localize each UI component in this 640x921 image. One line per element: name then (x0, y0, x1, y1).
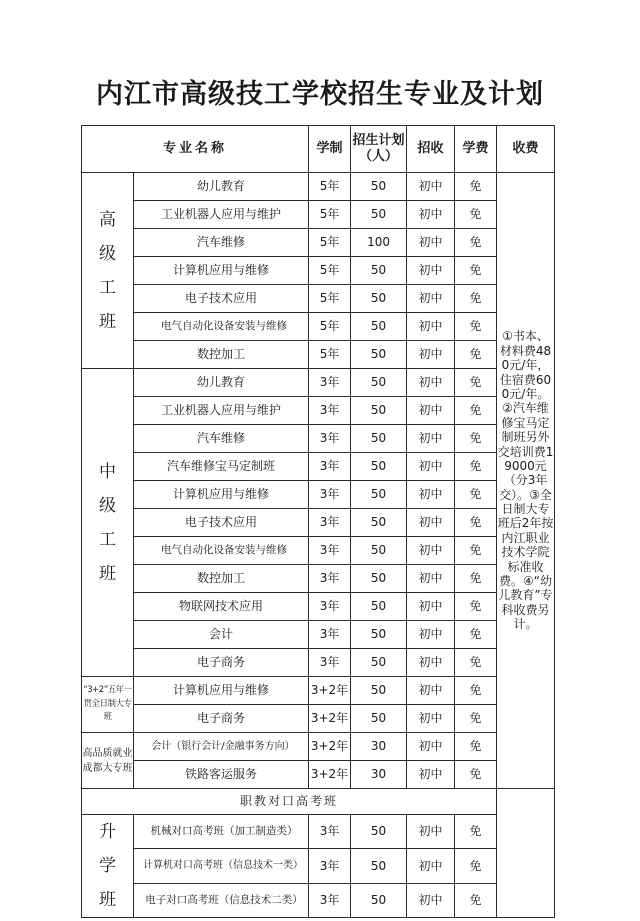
enroll-cell: 初中 (407, 229, 455, 257)
enroll-cell: 初中 (407, 257, 455, 285)
enroll-cell: 初中 (407, 621, 455, 649)
enroll-cell: 初中 (407, 453, 455, 481)
quota-cell: 50 (351, 257, 407, 285)
major-name: 汽车维修 (134, 425, 309, 453)
table-row (82, 733, 555, 761)
major-name: 电气自动化设备安装与维修 (134, 537, 309, 565)
table-row (82, 593, 555, 621)
duration-cell: 3年 (309, 425, 351, 453)
major-name: 工业机器人应用与维护 (134, 397, 309, 425)
duration-cell: 5年 (309, 285, 351, 313)
enroll-cell: 初中 (407, 285, 455, 313)
quota-cell: 30 (351, 733, 407, 761)
tuition-cell: 免 (455, 849, 497, 883)
tuition-cell: 免 (455, 621, 497, 649)
tuition-cell: 免 (455, 733, 497, 761)
quota-cell: 50 (351, 369, 407, 397)
major-name: 幼儿教育 (134, 173, 309, 201)
duration-cell: 5年 (309, 341, 351, 369)
major-name: 计算机对口高考班（信息技术一类） (134, 849, 309, 883)
quota-cell: 50 (351, 649, 407, 677)
quota-cell: 50 (351, 481, 407, 509)
duration-cell: 3年 (309, 397, 351, 425)
major-name: 幼儿教育 (134, 369, 309, 397)
fees-empty-cell (497, 789, 555, 918)
quota-cell: 50 (351, 621, 407, 649)
major-name: 物联网技术应用 (134, 593, 309, 621)
tuition-cell: 免 (455, 509, 497, 537)
quota-cell: 50 (351, 313, 407, 341)
duration-cell: 3年 (309, 649, 351, 677)
quota-cell: 50 (351, 815, 407, 849)
duration-cell: 5年 (309, 229, 351, 257)
table-row (82, 537, 555, 565)
enroll-cell: 初中 (407, 733, 455, 761)
group-label-quality: 高品质就业成都大专班 (82, 733, 134, 789)
tuition-cell: 免 (455, 257, 497, 285)
table-row (82, 229, 555, 257)
duration-cell: 3年 (309, 621, 351, 649)
duration-cell: 5年 (309, 313, 351, 341)
duration-cell: 3年 (309, 537, 351, 565)
quota-cell: 50 (351, 425, 407, 453)
enroll-cell: 初中 (407, 537, 455, 565)
tuition-cell: 免 (455, 677, 497, 705)
enroll-cell: 初中 (407, 761, 455, 789)
tuition-cell: 免 (455, 397, 497, 425)
enroll-cell: 初中 (407, 173, 455, 201)
table-row (82, 313, 555, 341)
enroll-cell: 初中 (407, 201, 455, 229)
header-major: 专业名称 (82, 126, 309, 173)
tuition-cell: 免 (455, 565, 497, 593)
tuition-cell: 免 (455, 229, 497, 257)
quota-cell: 50 (351, 677, 407, 705)
major-name: 汽车维修 (134, 229, 309, 257)
quota-cell: 50 (351, 453, 407, 481)
duration-cell: 5年 (309, 257, 351, 285)
enroll-cell: 初中 (407, 397, 455, 425)
quota-cell: 30 (351, 761, 407, 789)
table-row (82, 341, 555, 369)
tuition-cell: 免 (455, 313, 497, 341)
table-row (82, 621, 555, 649)
enroll-cell: 初中 (407, 481, 455, 509)
major-name: 计算机应用与维修 (134, 257, 309, 285)
quota-cell: 100 (351, 229, 407, 257)
duration-cell: 3+2年 (309, 761, 351, 789)
major-name: 汽车维修宝马定制班 (134, 453, 309, 481)
quota-cell: 50 (351, 201, 407, 229)
header-enroll: 招收 (407, 126, 455, 173)
duration-cell: 5年 (309, 173, 351, 201)
table-row (82, 883, 555, 917)
major-name: 电气自动化设备安装与维修 (134, 313, 309, 341)
header-fees: 收费 (497, 126, 555, 173)
major-name: 机械对口高考班（加工制造类） (134, 815, 309, 849)
major-name: 会计 (134, 621, 309, 649)
tuition-cell: 免 (455, 481, 497, 509)
major-name: 数控加工 (134, 565, 309, 593)
table-row (82, 201, 555, 229)
major-name: 数控加工 (134, 341, 309, 369)
enroll-cell: 初中 (407, 369, 455, 397)
page-title: 内江市高级技工学校招生专业及计划 (96, 79, 544, 110)
duration-cell: 3+2年 (309, 705, 351, 733)
table-row (82, 453, 555, 481)
duration-cell: 3年 (309, 369, 351, 397)
major-name: 电子对口高考班（信息技术二类） (134, 883, 309, 917)
duration-cell: 3+2年 (309, 733, 351, 761)
major-name: 电子商务 (134, 705, 309, 733)
table-row (82, 705, 555, 733)
tuition-cell: 免 (455, 173, 497, 201)
major-name: 电子技术应用 (134, 285, 309, 313)
table-row (82, 761, 555, 789)
quota-cell: 50 (351, 509, 407, 537)
duration-cell: 3年 (309, 849, 351, 883)
table-row (82, 481, 555, 509)
enroll-cell: 初中 (407, 883, 455, 917)
enroll-cell: 初中 (407, 677, 455, 705)
tuition-cell: 免 (455, 705, 497, 733)
table-row (82, 677, 555, 705)
tuition-cell: 免 (455, 285, 497, 313)
table-row (82, 285, 555, 313)
major-name: 电子技术应用 (134, 509, 309, 537)
table-row (82, 849, 555, 883)
table-row (82, 257, 555, 285)
major-name: 铁路客运服务 (134, 761, 309, 789)
enroll-cell: 初中 (407, 705, 455, 733)
duration-cell: 3年 (309, 883, 351, 917)
table-row (82, 649, 555, 677)
major-name: 计算机应用与维修 (134, 677, 309, 705)
quota-cell: 50 (351, 173, 407, 201)
enroll-cell: 初中 (407, 649, 455, 677)
duration-cell: 3+2年 (309, 677, 351, 705)
duration-cell: 3年 (309, 509, 351, 537)
major-name: 计算机应用与维修 (134, 481, 309, 509)
duration-cell: 5年 (309, 201, 351, 229)
quota-cell: 50 (351, 341, 407, 369)
tuition-cell: 免 (455, 453, 497, 481)
duration-cell: 3年 (309, 481, 351, 509)
quota-cell: 50 (351, 705, 407, 733)
enrollment-plan-table (81, 125, 555, 918)
enroll-cell: 初中 (407, 341, 455, 369)
quota-cell: 50 (351, 285, 407, 313)
table-row (82, 815, 555, 849)
fees-note: ①书本、材料费480元/年，住宿费600元/年。②汽车维修宝马定制班另外交培训费19000元（分3年交）。③全日制大专班后2年按内江职业技术学院标准收费。④“幼儿教育”专科收费另计。 (497, 173, 555, 789)
duration-cell: 3年 (309, 815, 351, 849)
enroll-cell: 初中 (407, 815, 455, 849)
enroll-cell: 初中 (407, 425, 455, 453)
duration-cell: 3年 (309, 593, 351, 621)
quota-cell: 50 (351, 565, 407, 593)
group-label-five_year: “3+2”五年一贯全日制大专班 (82, 677, 134, 733)
header-tuition: 学费 (455, 126, 497, 173)
table-row (82, 397, 555, 425)
enroll-cell: 初中 (407, 593, 455, 621)
tuition-cell: 免 (455, 593, 497, 621)
tuition-cell: 免 (455, 341, 497, 369)
group-label-exam: 升 学 班 (82, 815, 134, 918)
quota-cell: 50 (351, 537, 407, 565)
header-row (82, 126, 555, 173)
header-duration: 学制 (309, 126, 351, 173)
duration-cell: 3年 (309, 565, 351, 593)
quota-cell: 50 (351, 883, 407, 917)
separator-label: 职教对口高考班 (82, 789, 497, 815)
enroll-cell: 初中 (407, 313, 455, 341)
major-name: 电子商务 (134, 649, 309, 677)
group-label-senior: 高 级 工 班 (82, 173, 134, 369)
table-row (82, 565, 555, 593)
tuition-cell: 免 (455, 425, 497, 453)
header-quota: 招生计划（人） (351, 126, 407, 173)
table-row (82, 173, 555, 201)
group-label-middle: 中 级 工 班 (82, 369, 134, 677)
quota-cell: 50 (351, 397, 407, 425)
major-name: 会计（银行会计/金融事务方向） (134, 733, 309, 761)
enroll-cell: 初中 (407, 849, 455, 883)
tuition-cell: 免 (455, 815, 497, 849)
enroll-cell: 初中 (407, 565, 455, 593)
enroll-cell: 初中 (407, 509, 455, 537)
tuition-cell: 免 (455, 537, 497, 565)
table-row (82, 425, 555, 453)
major-name: 工业机器人应用与维护 (134, 201, 309, 229)
duration-cell: 3年 (309, 453, 351, 481)
tuition-cell: 免 (455, 649, 497, 677)
table-row (82, 509, 555, 537)
quota-cell: 50 (351, 593, 407, 621)
quota-cell: 50 (351, 849, 407, 883)
tuition-cell: 免 (455, 369, 497, 397)
tuition-cell: 免 (455, 201, 497, 229)
tuition-cell: 免 (455, 883, 497, 917)
separator-row (82, 789, 555, 815)
table-row (82, 369, 555, 397)
tuition-cell: 免 (455, 761, 497, 789)
